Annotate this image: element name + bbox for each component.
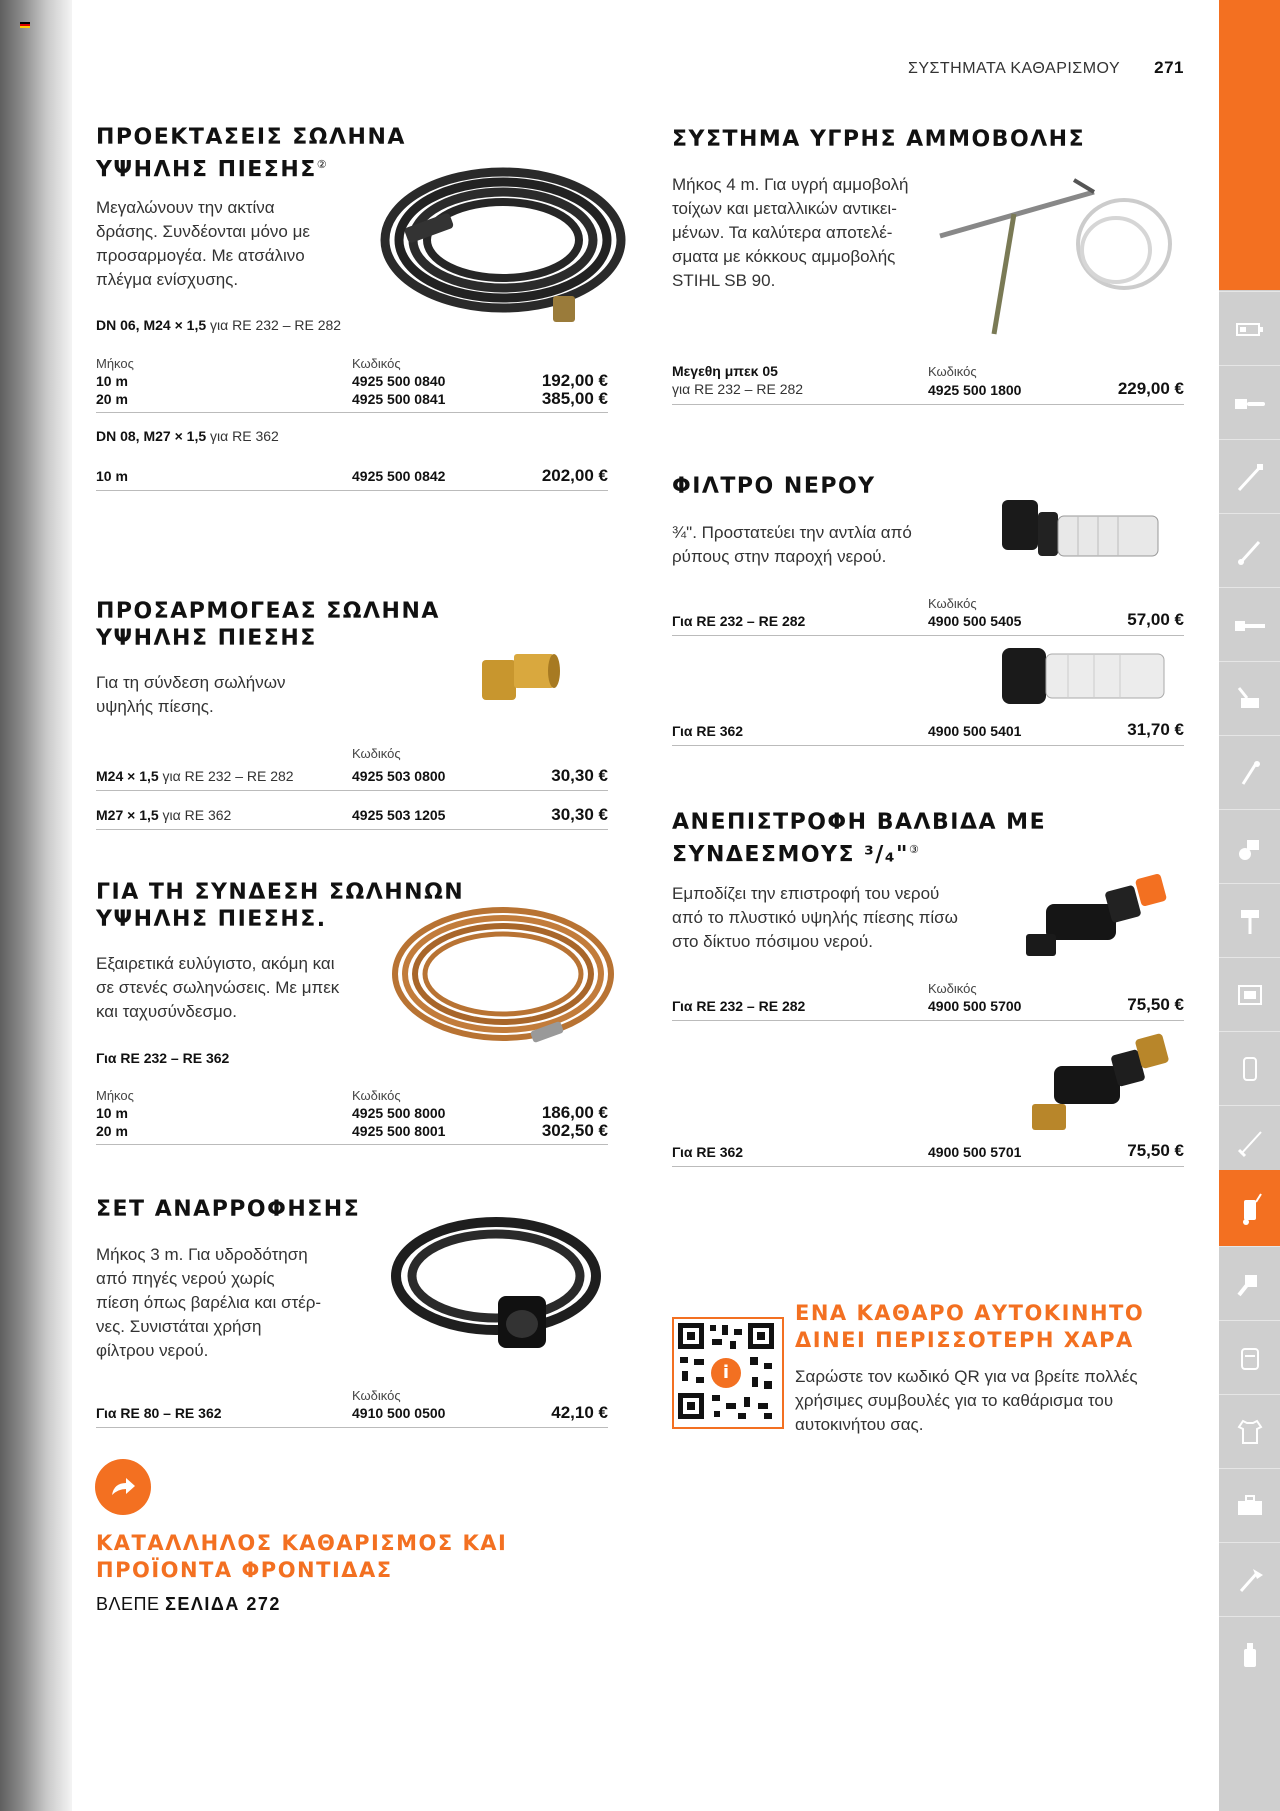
- page-gutter-shadow: [0, 0, 72, 1811]
- footnote-marker: ②: [316, 158, 327, 171]
- toolbox-icon[interactable]: [1219, 1468, 1280, 1542]
- water-filter-image: [998, 640, 1178, 712]
- table-row-price: 186,00 € 302,50 €: [541, 1103, 608, 1140]
- table-row-length: 10 m 20 m: [96, 1105, 128, 1139]
- table-row-code: 4925 500 8000 4925 500 8001: [352, 1105, 446, 1139]
- filter-row-label: Για RE 362: [672, 723, 744, 739]
- vacuum-icon[interactable]: [1219, 1320, 1280, 1394]
- water-filter-title: ΦΙΛΤΡΟ ΝΕΡΟΥ: [672, 474, 876, 499]
- table-row-price: 229,00 €: [1117, 379, 1184, 398]
- sandblast-description: Μήκος 4 m. Για υγρή αμμοβολή τοίχων και μεταλλικών αντικει- μένων. Τα καλύτερα αποτελέ- σματα με κόκκους αμμοβολής STIHL SB 90.: [672, 175, 909, 290]
- axe-icon[interactable]: [1219, 1542, 1280, 1616]
- brass-adapter-image: [478, 642, 568, 712]
- table-row-price: 30,30 €: [551, 766, 608, 785]
- leaf-blower-icon[interactable]: [1219, 1246, 1280, 1320]
- water-filter-description: ¾". Προστατεύει την αντλία από ρύπους στην παροχή νερού.: [672, 523, 912, 566]
- table-row-code: 4900 500 5700: [928, 998, 1022, 1014]
- active-category-tab[interactable]: [1219, 0, 1280, 290]
- adapter-row-label: M24 × 1,5 για RE 232 – RE 282: [96, 768, 294, 784]
- pressure-washer-icon[interactable]: [1219, 1170, 1280, 1246]
- table-row-code: 4925 500 1800: [928, 382, 1022, 398]
- copper-hose-image: [385, 898, 620, 1058]
- check-valve-image: [1020, 868, 1185, 968]
- connection-hose-title: ΓΙΑ ΤΗ ΣΥΝΔΕΣΗ ΣΩΛΗΝΩΝ ΥΨΗΛΗΣ ΠΙΕΣΗΣ.: [96, 880, 465, 932]
- table-row-price: 192,00 € 385,00 €: [541, 371, 608, 408]
- check-valve-image: [1026, 1030, 1176, 1140]
- table-row-code: 4900 500 5701: [928, 1144, 1022, 1160]
- table-row-code: 4900 500 5405: [928, 613, 1022, 629]
- table-row-length: 10 m 20 m: [96, 373, 128, 407]
- spec-dn06: DN 06, M24 × 1,5 για RE 232 – RE 282: [96, 317, 342, 333]
- col-code-label: Κωδικός: [928, 364, 977, 379]
- page-header: [908, 58, 1184, 78]
- sprayer-icon[interactable]: [1219, 1031, 1280, 1105]
- brushcutter-icon[interactable]: [1219, 513, 1280, 587]
- clothing-icon[interactable]: [1219, 1394, 1280, 1468]
- adapter-row-label: M27 × 1,5 για RE 362: [96, 807, 232, 823]
- valve-row-label: Για RE 362: [672, 1144, 744, 1160]
- col-code-label: Κωδικός: [352, 1088, 401, 1103]
- table-row-code: 4925 500 0842: [352, 468, 446, 484]
- adapter-description: Για τη σύνδεση σωλήνων υψηλής πίεσης.: [96, 673, 286, 716]
- col-code-label: Κωδικός: [928, 981, 977, 996]
- valve-row-label: Για RE 232 – RE 282: [672, 998, 806, 1014]
- section-name: ΣΥΣΤΗΜΑΤΑ ΚΑΘΑΡΙΣΜΟΥ: [907, 60, 1121, 77]
- see-page-link[interactable]: ΒΛΕΠΕ ΣΕΛΙΔΑ 272: [96, 1594, 281, 1614]
- suction-set-description: Μήκος 3 m. Για υδροδότηση από πηγές νερού χωρίς πίεση όπως βαρέλια και στέρ- νες. Συνιστάται χρήση φίλτρου νερού.: [96, 1245, 322, 1360]
- filter-row-label: Για RE 232 – RE 282: [672, 613, 806, 629]
- promo-description: Σαρώστε τον κωδικό QR για να βρείτε πολλές χρήσιμες συμβουλές για το καθάρισμα του αυτοκινήτου σας.: [795, 1367, 1138, 1434]
- col-code-label: Κωδικός: [928, 596, 977, 611]
- pole-pruner-icon[interactable]: [1219, 439, 1280, 513]
- suction-hose-image: [378, 1212, 608, 1372]
- info-icon: i: [711, 1358, 741, 1388]
- page-number: 271: [1154, 58, 1184, 77]
- table-row-price: 202,00 €: [541, 466, 608, 485]
- adapter-title: ΠΡΟΣΑΡΜΟΓΕΑΣ ΣΩΛΗΝΑ ΥΨΗΛΗΣ ΠΙΕΣΗΣ: [96, 599, 440, 651]
- category-sidebar: [1219, 0, 1280, 1811]
- table-row-price: 42,10 €: [551, 1403, 608, 1422]
- generator-icon[interactable]: [1219, 957, 1280, 1031]
- table-row-price: 30,30 €: [551, 805, 608, 824]
- hose-coil-image: [375, 158, 630, 328]
- battery-icon[interactable]: [1219, 291, 1280, 365]
- auger-icon[interactable]: [1219, 883, 1280, 957]
- connection-hose-description: Εξαιρετικά ευλύγιστο, ακόμη και σε στενές σωληνώσεις. Με μπεκ και ταχυσύνδεσμο.: [96, 954, 340, 1021]
- sandblast-row-sub: για RE 232 – RE 282: [672, 381, 804, 397]
- connection-spec: Για RE 232 – RE 362: [96, 1050, 230, 1066]
- col-code-label: Κωδικός: [352, 746, 401, 761]
- trimmer-icon[interactable]: [1219, 735, 1280, 809]
- spec-dn08: DN 08, M27 × 1,5 για RE 362: [96, 428, 279, 444]
- promo-title: ΕΝΑ ΚΑΘΑΡΟ ΑΥΤΟΚΙΝΗΤΟ ΔΙΝΕΙ ΠΕΡΙΣΣΟΤΕΡΗ ΧΑΡΑ: [795, 1301, 1145, 1352]
- hose-extension-description: Μεγαλώνουν την ακτίνα δράσης. Συνδέονται μόνο με προσαρμογέα. Με ατσάλινο πλέγμα ενίσχυσης.: [96, 198, 310, 289]
- see-also-title: ΚΑΤΑΛΛΗΛΟΣ ΚΑΘΑΡΙΣΜΟΣ ΚΑΙ ΠΡΟΪΟΝΤΑ ΦΡΟΝΤΙΔΑΣ: [96, 1531, 508, 1582]
- sandblast-row-label: Μεγεθη μπεκ 05: [672, 363, 778, 379]
- arrow-right-icon[interactable]: [95, 1459, 151, 1515]
- hedge-trimmer-icon[interactable]: [1219, 587, 1280, 661]
- table-row-price: 57,00 €: [1127, 610, 1184, 629]
- table-row-price: 75,50 €: [1127, 995, 1184, 1014]
- suction-row-label: Για RE 80 – RE 362: [96, 1405, 222, 1421]
- col-code-label: Κωδικός: [352, 356, 401, 371]
- suction-set-title: ΣΕΤ ΑΝΑΡΡΟΦΗΣΗΣ: [96, 1197, 361, 1222]
- table-row-code: 4925 500 0840 4925 500 0841: [352, 373, 446, 407]
- check-valve-title: ΑΝΕΠΙΣΤΡΟΦΗ ΒΑΛΒΙΔΑ ΜΕ ΣΥΝΔΕΣΜΟΥΣ ³/₄"③: [672, 810, 1047, 868]
- table-row-price: 75,50 €: [1127, 1141, 1184, 1160]
- sandblast-lance-image: [934, 170, 1184, 345]
- table-row-price: 31,70 €: [1127, 720, 1184, 739]
- flag-icon: [20, 22, 30, 28]
- sandblast-title: ΣΥΣΤΗΜΑ ΥΓΡΗΣ ΑΜΜΟΒΟΛΗΣ: [672, 127, 1086, 152]
- col-length-label: Μήκος: [96, 1088, 134, 1103]
- oil-bottle-icon[interactable]: [1219, 1616, 1280, 1690]
- tiller-icon[interactable]: [1219, 809, 1280, 883]
- table-row-code: 4900 500 5401: [928, 723, 1022, 739]
- col-code-label: Κωδικός: [352, 1388, 401, 1403]
- table-row-code: 4925 503 0800: [352, 768, 446, 784]
- table-row-code: 4910 500 0500: [352, 1405, 446, 1421]
- table-row-length: 10 m: [96, 468, 128, 484]
- water-filter-image: [998, 490, 1178, 580]
- check-valve-description: Εμποδίζει την επιστροφή του νερού από το πλυστικό υψηλής πίεσης πίσω στο δίκτυο πόσιμου νερού.: [672, 884, 958, 951]
- footnote-marker: ③: [908, 843, 919, 856]
- broom-icon[interactable]: [1219, 1105, 1280, 1179]
- hose-extension-title: ΠΡΟΕΚΤΑΣΕΙΣ ΣΩΛΗΝΑ ΥΨΗΛΗΣ ΠΙΕΣΗΣ②: [96, 125, 406, 183]
- col-length-label: Μήκος: [96, 356, 134, 371]
- chainsaw-icon[interactable]: [1219, 365, 1280, 439]
- lawnmower-icon[interactable]: [1219, 661, 1280, 735]
- table-row-code: 4925 503 1205: [352, 807, 446, 823]
